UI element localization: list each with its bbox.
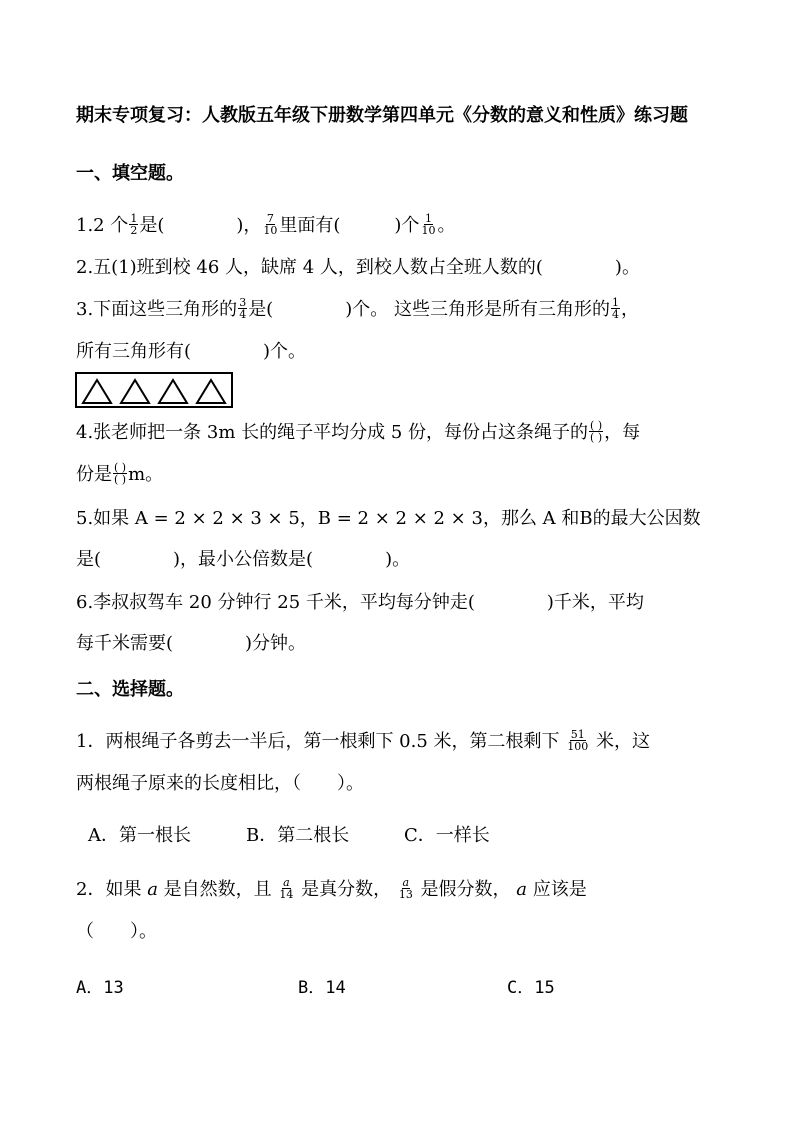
mc2-text-c: 是真分数， — [295, 879, 397, 900]
fraction-seven-tenths: $\frac{7}{10}$ — [263, 211, 278, 237]
variable-a: a — [147, 879, 158, 900]
q4-text-a: 4.张老师把一条 3m 长的绳子平均分成 5 份，每份占这条绳子的 — [76, 422, 589, 443]
section-heading-fill-blank: 一、填空题。 — [76, 163, 184, 184]
triangles-figure — [75, 372, 233, 408]
question-2-2 — [76, 875, 587, 902]
mc2-text-d: 是假分数， — [414, 879, 517, 900]
triangle-icon — [83, 380, 111, 403]
fraction-a-13: $\frac{a}{13}$ — [398, 875, 413, 901]
mc1-option-b: B．第二根长 — [246, 825, 350, 846]
q1-text-c: 里面有( )个 — [279, 215, 420, 236]
fraction-one-half: $\frac{1}{2}$ — [130, 211, 138, 237]
section-heading-multiple-choice: 二、选择题。 — [76, 679, 184, 700]
q1-text-a: 1.2 个 — [76, 215, 129, 236]
question-2-1-line2: 两根绳子原来的长度相比，（ ）。 — [76, 773, 364, 794]
mc2-text-b: 是自然数，且 — [157, 879, 278, 900]
mc2-text-a: 2．如果 — [76, 879, 148, 900]
fraction-a-14: $\frac{a}{14}$ — [279, 875, 294, 901]
mc1-option-c: C．一样长 — [404, 825, 490, 846]
triangles-svg — [77, 374, 235, 410]
question-2-2-line2: （ ）。 — [76, 921, 157, 942]
q1-text-b: 是( )， — [139, 215, 262, 236]
fraction-three-quarters: $\frac{3}{4}$ — [239, 295, 247, 321]
question-1-4-line2 — [76, 460, 164, 487]
mc2-option-b: B．14 — [298, 978, 346, 998]
mc1-text-b: 米，这 — [590, 731, 650, 752]
question-2-1 — [76, 727, 650, 754]
question-1-6: 6.李叔叔驾车 20 分钟行 25 千米，平均每分钟走( )千米，平均 — [76, 592, 644, 613]
mc1-option-a: A．第一根长 — [88, 825, 191, 846]
fraction-one-tenth: $\frac{1}{10}$ — [421, 211, 436, 237]
q4-text-d: m。 — [128, 464, 164, 485]
mc2-option-c: C．15 — [507, 978, 555, 998]
fraction-blank-2: $\frac{( )}{( )}$ — [114, 460, 127, 486]
fraction-blank-1: $\frac{( )}{( )}$ — [590, 418, 603, 444]
question-1-4 — [76, 418, 641, 445]
page-title: 期末专项复习：人教版五年级下册数学第四单元《分数的意义和性质》练习题 — [76, 105, 688, 126]
question-1-3 — [76, 295, 639, 322]
question-1-5-line2: 是( )，最小公倍数是( )。 — [76, 549, 411, 570]
question-1-1 — [76, 211, 456, 238]
question-1-6-line2: 每千米需要( )分钟。 — [76, 633, 307, 654]
question-1-2: 2.五(1)班到校 46 人，缺席 4 人，到校人数占全班人数的( )。 — [76, 257, 640, 278]
q3-text-a: 3.下面这些三角形的 — [76, 299, 238, 320]
mc2-text-e: 应该是 — [527, 879, 587, 900]
variable-a-2: a — [516, 879, 528, 900]
q4-text-c: 份是 — [76, 464, 112, 485]
mc1-text-a: 1．两根绳子各剪去一半后，第一根剩下 0.5 米，第二根剩下 — [76, 731, 566, 752]
fraction-one-quarter: $\frac{1}{4}$ — [611, 295, 619, 321]
q3-text-c: ， — [620, 299, 639, 320]
triangle-icon — [159, 380, 187, 403]
q1-text-d: 。 — [437, 215, 456, 236]
question-1-3-line2: 所有三角形有( )个。 — [76, 341, 307, 362]
question-1-5: 5.如果 A = 2 × 2 × 3 × 5，B = 2 × 2 × 2 × 3，那么 A 和B的最大公因数 — [76, 508, 701, 529]
mc2-option-a: A．13 — [76, 978, 124, 998]
q4-text-b: ，每 — [604, 422, 641, 443]
fraction-51-100: $\frac{51}{100}$ — [567, 727, 589, 753]
triangle-icon — [121, 380, 149, 403]
q3-text-b: 是( )个。 这些三角形是所有三角形的 — [248, 299, 610, 320]
triangle-icon — [197, 380, 225, 403]
